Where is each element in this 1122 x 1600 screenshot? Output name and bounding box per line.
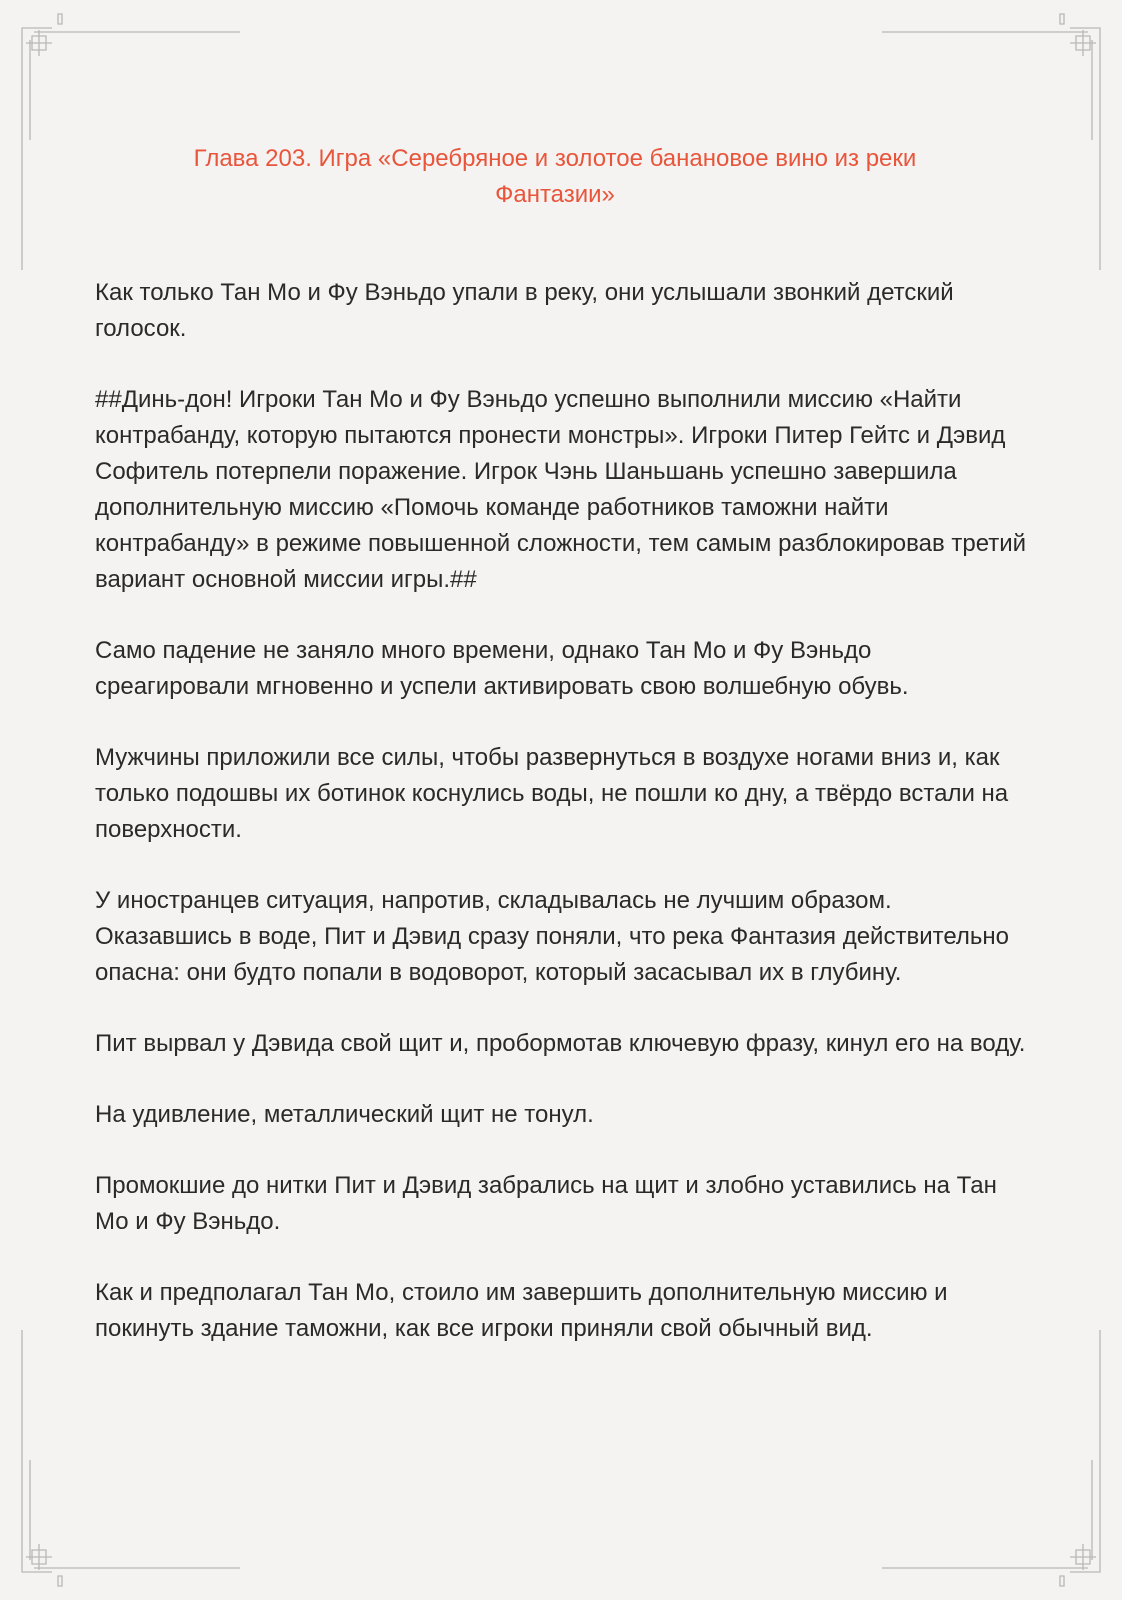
paragraph: Как и предполагал Тан Мо, стоило им завершить дополнительную миссию и покинуть здание таможни, как все игроки приняли свой обычный вид. [95,1279,948,1342]
paragraph: ##Динь-дон! Игроки Тан Мо и Фу Вэньдо успешно выполнили миссию «Найти контрабанду, которую пытаются пронести монстры». Игроки Питер Гейтс и Дэвид Софитель потерпели поражение. Игрок Чэнь Шаньшань успешно завершила дополнительную миссию «Помочь команде работников таможни найти контрабанду» в режиме повышенной сложности, тем самым разблокировав третий вариант основной миссии игры.## [95,386,1027,593]
paragraph: У иностранцев ситуация, напротив, складывалась не лучшим образом. Оказавшись в воде, Пит и Дэвид сразу поняли, что река Фантазия действительно опасна: они будто попали в водоворот, который засасывал их в глубину. [95,887,1009,986]
chapter-body [95,275,1030,1382]
paragraph: Как только Тан Мо и Фу Вэньдо упали в реку, они услышали звонкий детский голосок. [95,279,954,342]
chapter-title: Глава 203. Игра «Серебряное и золотое банановое вино из реки Фантазии» [193,145,917,208]
paragraph: Пит вырвал у Дэвида свой щит и, пробормотав ключевую фразу, кинул его на воду. [95,1030,1026,1057]
paragraph: На удивление, металлический щит не тонул. [95,1101,594,1128]
paragraph: Промокшие до нитки Пит и Дэвид забрались на щит и злобно уставились на Тан Мо и Фу Вэньдо. [95,1172,997,1235]
paragraph: Мужчины приложили все силы, чтобы развернуться в воздухе ногами вниз и, как только подошвы их ботинок коснулись воды, не пошли ко дну, а твёрдо встали на поверхности. [95,744,1009,843]
paragraph: Само падение не заняло много времени, однако Тан Мо и Фу Вэньдо среагировали мгновенно и успели активировать свою волшебную обувь. [95,637,909,700]
